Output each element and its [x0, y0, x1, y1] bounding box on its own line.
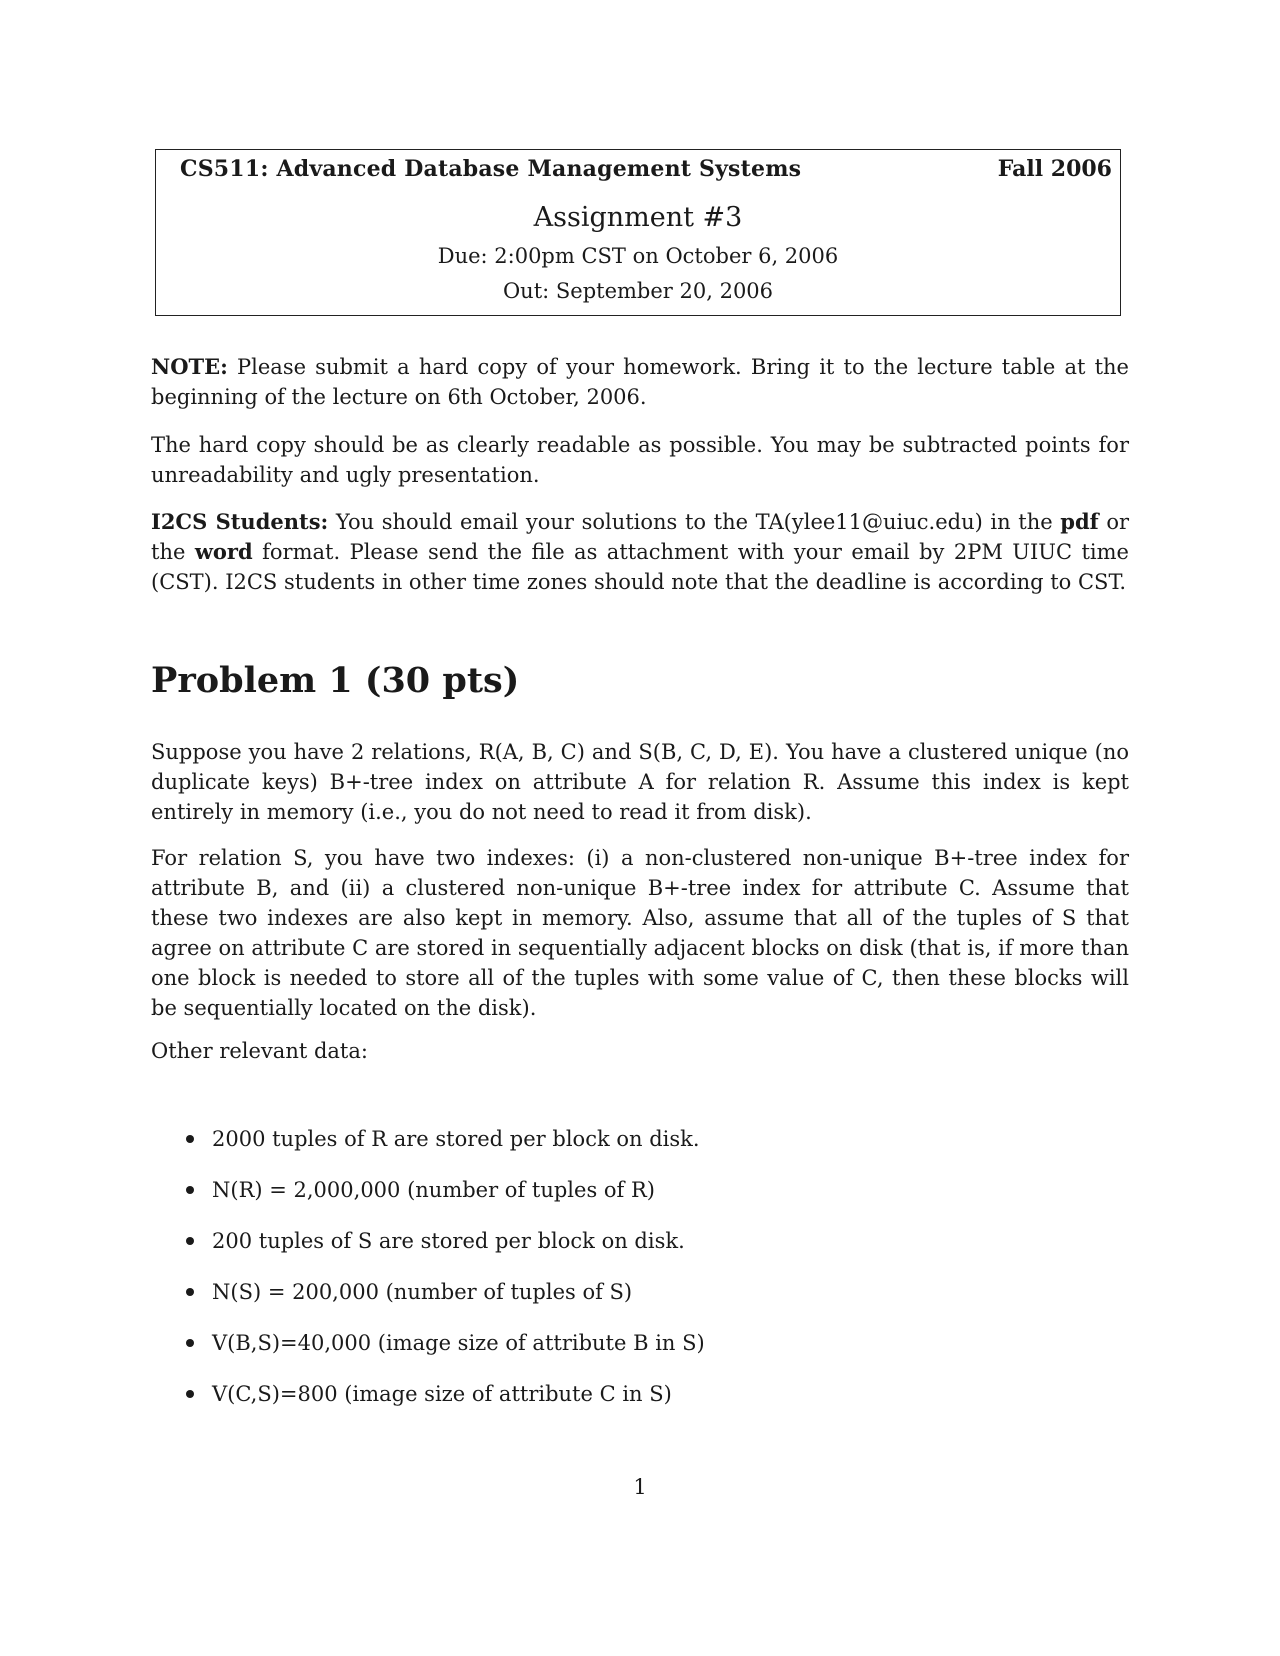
bullet-icon	[186, 1135, 194, 1143]
i2cs-text-2: or the	[151, 510, 1129, 564]
bullet-icon	[186, 1390, 194, 1398]
list-item	[182, 1124, 705, 1175]
list-item	[182, 1226, 705, 1277]
term-label: Fall 2006	[997, 156, 1112, 182]
i2cs-paragraph	[151, 507, 1129, 597]
bullet-text: 200 tuples of S are stored per block on disk.	[212, 1229, 685, 1253]
bullet-icon	[186, 1237, 194, 1245]
i2cs-text-1: You should email your solutions to the TA(ylee11@uiuc.edu) in the	[328, 510, 1061, 534]
data-bullet-list	[182, 1124, 705, 1430]
assignment-header-box	[155, 149, 1121, 316]
note-paragraph	[151, 352, 1129, 412]
problem-paragraph-1: Suppose you have 2 relations, R(A, B, C) and S(B, C, D, E). You have a clustered unique (no duplicate keys) B+-tree index on attribute A for relation R. Assume this index is kept entirely in memory (i.e., you do not need to read it from disk).	[151, 740, 1129, 824]
word-format: word	[194, 539, 253, 564]
bullet-icon	[186, 1339, 194, 1347]
note-label: NOTE:	[151, 354, 228, 379]
readability-paragraph: The hard copy should be as clearly readable as possible. You may be subtracted points for unreadability and ugly presentation.	[151, 433, 1129, 487]
list-item	[182, 1175, 705, 1226]
list-item	[182, 1379, 705, 1430]
problem-paragraph-2: For relation S, you have two indexes: (i) a non-clustered non-unique B+-tree index for attribute B, and (ii) a clustered non-unique B+-tree index for attribute C. Assume that these two indexes are also kept in memory. Also, assume that all of the tuples of S that agree on attribute C are stored in sequentially adjacent blocks on disk (that is, if more than one block is needed to store all of the tuples with some value of C, then these blocks will be sequentially located on the disk).	[151, 846, 1129, 1020]
bullet-text: 2000 tuples of R are stored per block on disk.	[212, 1127, 700, 1151]
bullet-text: V(C,S)=800 (image size of attribute C in S)	[212, 1382, 672, 1406]
assignment-title: Assignment #3	[533, 202, 743, 233]
note-text: Please submit a hard copy of your homework. Bring it to the lecture table at the beginning of the lecture on 6th October, 2006.	[151, 355, 1129, 409]
due-date: Due: 2:00pm CST on October 6, 2006	[437, 244, 839, 268]
other-data-label: Other relevant data:	[151, 1039, 368, 1063]
page-number: 1	[633, 1475, 647, 1499]
out-date: Out: September 20, 2006	[502, 279, 774, 303]
bullet-icon	[186, 1288, 194, 1296]
problem-heading: Problem 1 (30 pts)	[151, 660, 520, 701]
bullet-text: N(S) = 200,000 (number of tuples of S)	[212, 1280, 633, 1304]
i2cs-text-3: format. Please send the file as attachment with your email by 2PM UIUC time (CST). I2CS students in other time zones should note that the deadline is according to CST.	[151, 540, 1129, 594]
list-item	[182, 1328, 705, 1379]
course-title: CS511: Advanced Database Management Systems	[180, 156, 802, 182]
i2cs-label: I2CS Students:	[151, 509, 329, 534]
bullet-text: N(R) = 2,000,000 (number of tuples of R)	[212, 1178, 655, 1202]
bullet-text: V(B,S)=40,000 (image size of attribute B in S)	[212, 1331, 705, 1355]
pdf-format: pdf	[1060, 509, 1099, 534]
bullet-icon	[186, 1186, 194, 1194]
list-item	[182, 1277, 705, 1328]
